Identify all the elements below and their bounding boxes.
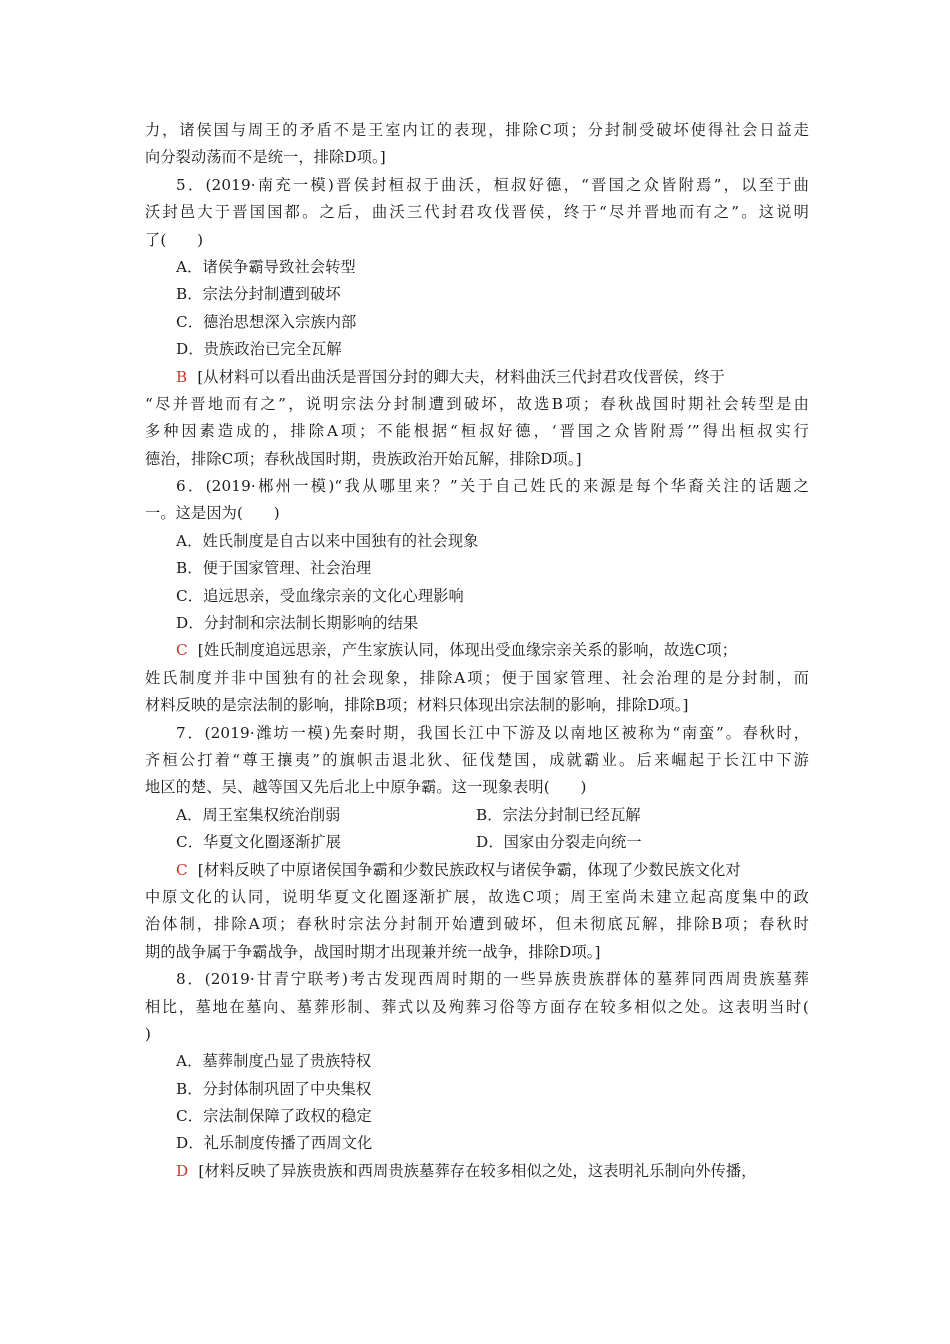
analysis-line: 材料反映的是宗法制的影响，排除B项；材料只体现出宗法制的影响，排除D项。] (145, 696, 689, 715)
option-c: C．追远思亲，受血缘宗亲的文化心理影响 (176, 586, 464, 605)
option-c: C．宗法制保障了政权的稳定 (176, 1107, 372, 1126)
option-b: B．宗法分封制遭到破坏 (176, 285, 341, 304)
option-a: A．姓氏制度是自古以来中国独有的社会现象 (176, 531, 479, 550)
option-a: A．周王室集权统治削弱 (176, 805, 341, 824)
analysis-line: 姓氏制度并非中国独有的社会现象，排除A项；便于国家管理、社会治理的是分封制，而 (145, 668, 809, 687)
option-d: D．分封制和宗法制长期影响的结果 (176, 614, 419, 633)
analysis-text: [材料反映了异族贵族和西周贵族墓葬存在较多相似之处，这表明礼乐制向外传播， (198, 1161, 757, 1180)
answer-letter: D (176, 1161, 189, 1180)
answer-letter: C (176, 860, 188, 879)
question-stem: 齐桓公打着“尊王攘夷”的旗帜击退北狄、征伐楚国，成就霸业。后来崛起于长江中下游 (145, 750, 809, 769)
analysis-line: 期的战争属于争霸战争，战国时期才出现兼并统一战争，排除D项。] (145, 942, 601, 961)
question-stem: 沃封邑大于晋国国都。之后，曲沃三代封君攻伐晋侯，终于“尽并晋地而有之”。这说明 (145, 203, 809, 222)
analysis-text: [姓氏制度追远思亲，产生家族认同，体现出受血缘宗亲关系的影响，故选C项； (197, 641, 738, 660)
option-row (145, 802, 809, 829)
option-d: D．国家由分裂走向统一 (476, 833, 642, 852)
analysis-line: 中原文化的认同，说明华夏文化圈逐渐扩展，故选C项；周王室尚未建立起高度集中的政 (145, 887, 809, 906)
option-d: D．贵族政治已完全瓦解 (176, 340, 342, 359)
question-stem: 7．(2019·潍坊一模)先秦时期，我国长江中下游及以南地区被称为“南蛮”。春秋时， (176, 723, 809, 742)
option-a: A．诸侯争霸导致社会转型 (176, 257, 356, 276)
question-8 (145, 966, 809, 1185)
question-stem: 8．(2019·甘青宁联考)考古发现西周时期的一些异族贵族群体的墓葬同西周贵族墓葬 (176, 970, 809, 989)
analysis-line: 德治，排除C项；春秋战国时期，贵族政治开始瓦解，排除D项。] (145, 449, 582, 468)
analysis-line (145, 364, 809, 391)
analysis-line (145, 857, 809, 884)
option-c: C．华夏文化圈逐渐扩展 (176, 833, 342, 852)
question-5 (145, 172, 809, 473)
intro-line: 向分裂动荡而不是统一，排除D项。] (145, 148, 386, 167)
intro-line: 力，诸侯国与周王的矛盾不是王室内讧的表现，排除C项；分封制受破坏使得社会日益走 (145, 121, 809, 139)
analysis-line: “尽并晋地而有之”，说明宗法分封制遭到破坏，故选B项；春秋战国时期社会转型是由 (145, 394, 809, 413)
question-stem: 相比，墓地在墓向、墓葬形制、葬式以及殉葬习俗等方面存在较多相似之处。这表明当时( (145, 997, 809, 1016)
analysis-line: 多种因素造成的，排除A项；不能根据“桓叔好德，‘晋国之众皆附焉’”得出桓叔实行 (145, 422, 809, 441)
option-b: B．宗法分封制已经瓦解 (476, 805, 641, 824)
analysis-line (145, 637, 809, 664)
option-d: D．礼乐制度传播了西周文化 (176, 1134, 373, 1153)
option-a: A．墓葬制度凸显了贵族特权 (176, 1052, 372, 1071)
question-stem: 6．(2019·郴州一模)“我从哪里来？”关于自己姓氏的来源是每个华裔关注的话题之 (176, 477, 809, 496)
question-7 (145, 720, 809, 967)
analysis-text: [从材料可以看出曲沃是晋国分封的卿大夫，材料曲沃三代封君攻伐晋侯，终于 (197, 367, 725, 386)
option-c: C．德治思想深入宗族内部 (176, 312, 357, 331)
page-content (145, 117, 809, 1185)
analysis-line (145, 1158, 809, 1185)
option-b: B．便于国家管理、社会治理 (176, 559, 372, 578)
answer-letter: B (176, 367, 188, 386)
analysis-line: 治体制，排除A项；春秋时宗法分封制开始遭到破坏，但未彻底瓦解，排除B项；春秋时 (145, 915, 809, 934)
option-b: B．分封体制巩固了中央集权 (176, 1079, 372, 1098)
question-stem: 了( ) (145, 230, 204, 249)
question-stem: 一。这是因为( ) (145, 504, 280, 523)
question-stem: 5．(2019·南充一模)晋侯封桓叔于曲沃，桓叔好德，“晋国之众皆附焉”，以至于曲 (176, 175, 809, 194)
option-row (145, 829, 809, 856)
question-stem: ) (145, 1024, 152, 1043)
answer-letter: C (176, 641, 188, 660)
analysis-text: [材料反映了中原诸侯国争霸和少数民族政权与诸侯争霸，体现了少数民族文化对 (197, 860, 741, 879)
question-6 (145, 473, 809, 720)
question-stem: 地区的楚、吴、越等国又先后北上中原争霸。这一现象表明( ) (145, 778, 587, 797)
